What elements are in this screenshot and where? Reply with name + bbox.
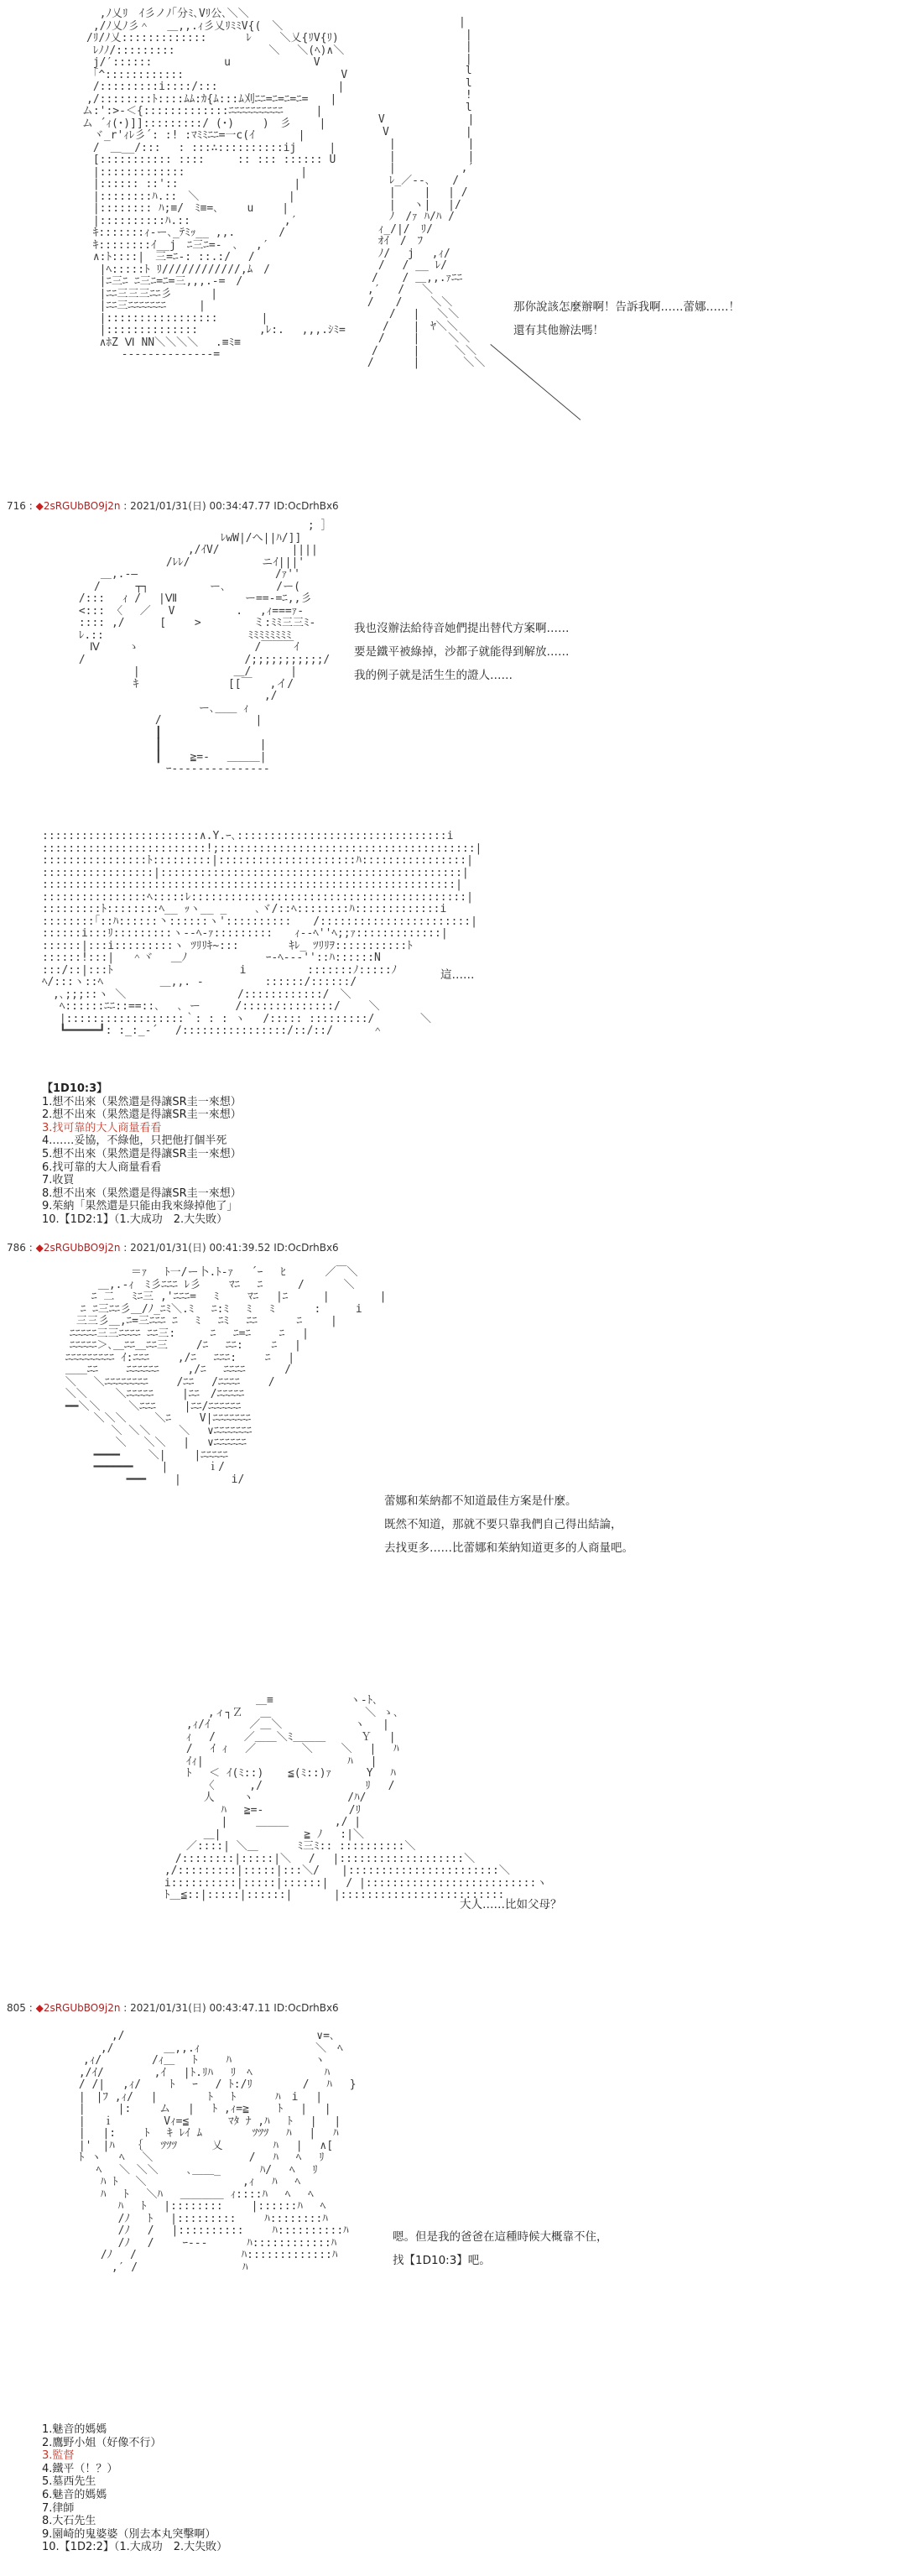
dialog-line: 蕾娜和茱納都不知道最佳方案是什麼。 xyxy=(384,1494,577,1508)
post716-dialog-b xyxy=(440,963,475,987)
choice-item: 6.找可靠的大人商量看看 xyxy=(42,1160,162,1174)
post-tripcode[interactable]: 2sRGUbBO9j2n xyxy=(43,500,121,512)
choice-item: 1.想不出來（果然還是得讓SR圭一來想） xyxy=(42,1095,242,1108)
dialog-line: 我也沒辦法給待音她們提出替代方案啊…… xyxy=(354,622,570,635)
choice-item: 1.魅音的媽媽 xyxy=(42,2423,107,2436)
choice-item: 7.律師 xyxy=(42,2501,75,2515)
choice-item: 10.【1D2:2】（1.大成功 2.大失敗） xyxy=(42,2541,228,2554)
ascii-art-arm: | | | | l l ! l V | V | | | | | | ,′ ﾚ_／‐‐､ / | | | / | ヽ| |/ ﾉ /ｧ ﾊ/ﾊ / ｨ_/|/ ﾘ/ ｵｲ / ﾌ ﾉ/ j ,ｨ/ / / __ ﾚ/ / / ＿,,.ｧﾆﾆ ,′ / ＼ / / ＼＼ / | ＼＼ / | ﾔ＼＼ / | ＼＼ / | ＼＼ / | ＼＼ xyxy=(367,16,486,369)
post716-dialog-a xyxy=(354,617,570,687)
choice-item: 10.【1D2:1】（1.大成功 2.大失敗） xyxy=(42,1212,228,1226)
choice-header: 【1D10:3】 xyxy=(42,1082,108,1095)
choice-item: 4.……妥協，不綠他，只把他打個半死 xyxy=(42,1134,227,1148)
dialog-line: 我的例子就是活生生的證人…… xyxy=(354,669,513,682)
diamond-icon: ◆ xyxy=(35,2002,44,2014)
ascii-art-boy-staring: ＿≡ ヽ‐ﾄ､ ,ィ┐Ｚ ＿ ＼ ゝ､ ,ｨ/ｲ ／＿＼ ヽ | ｨ / ／＿＿＼ﾐ＿＿＿ Ｙ | / ｲ ｨ ／ ＼ ＼ | ﾊ ｲｨ| ﾊ | ﾄ ＜ ｲ(ﾐ::) ≦(ﾐ::)ｧ Y ﾊ 〈 ,/ ﾘ / 人 ヽ /ﾊ/ ﾊ ≧=- /ﾘ | ＿＿＿ ,/ | ＿| ≧ ﾉ :|＼ ／::::| ＼＿ ﾐ三ﾐ:: ::::::::::＼ /::::::::|:::::|＼ / |:::::::::::::::::::＼ ,/:::::::::|:::::|:::＼/ |:::::::::::::::::::::::＼ i::::::::::|:::::|::::::| / |::::::::::::::::::::::::::ヽ ﾄ＿≦::|:::::|::::::| |::::::::::::::::::::::::: xyxy=(164,1694,548,1901)
post-id[interactable]: ID:OcDrhBx6 xyxy=(273,2002,339,2014)
post786-dialog-b xyxy=(460,1893,562,1916)
choice-item: 8.想不出來（果然還是得讓SR圭一來想） xyxy=(42,1186,242,1200)
post786-dialog-a xyxy=(384,1489,633,1560)
choice-item: 2.鷹野小姐（好像不行） xyxy=(42,2436,162,2449)
post-id[interactable]: ID:OcDrhBx6 xyxy=(273,500,339,512)
choice-item: 2.想不出來（果然還是得讓SR圭一來想） xyxy=(42,1108,242,1122)
post716-choice-list xyxy=(42,1082,242,1227)
dialog-line: 還有其他辦法嗎！ xyxy=(513,324,604,337)
panel-border-line xyxy=(490,344,581,420)
dialog-line: 那你說該怎麼辦啊！告訴我啊……蕾娜……！ xyxy=(513,300,740,314)
post-tripcode[interactable]: 2sRGUbBO9j2n xyxy=(43,2002,121,2014)
post-tripcode[interactable]: 2sRGUbBO9j2n xyxy=(43,1242,121,1254)
ascii-art-boy-downcast: ::::::::::::::::::::::::∧.Y.ｰ､::::::::::::::::::::::::::::::::i :::::::::::::::::::::::::!;:::::::::::::::::::::::::::::::::::::::| ::::::::::::::::ﾄ:::::::::|:::::::::::::::::::::ﾊ::::::::::::::::| :::::::::::::::::|::::::::::::::::::::::::::::::::::::::::::::::| :::::::::::::::::::::::::::::::::::::::::::::::::::::::::::::::| ::::::::::::::::ﾍ:::::ﾚ::::::::::::::::::::::::::::::::::::::::::| :::::::::ﾄ::::::::ﾍ__ ｯヽ__ _ ､ヾ/::ﾍ::::::::ﾊ:::::::::::::i ::::::::｢::ﾊ::::::丶::::::ヽ':::::::::: /:::::::::::::::::::::::| ::::::i:::ﾘ:::::::::ヽ‐‐ﾍ‐ｧ::::::::: ｨ-‐ﾍ''ﾍ;;ｧ:::::::::::::| ::::::|:::i:::::::::ヽ ﾂﾘﾘｷ~::: ｷﾚ_ ﾂﾘﾘｦ:::::::::::ﾄ ::::::!:::| ＾ヾ ＿ﾉ ｰ-ﾍ-‐‐''::ﾊ::::::N :::/::|:::ﾄ i :::::::ﾉ:::::ﾉ ﾍ/:::ヽ::ﾍ ＿,,. - ::::::/::::::/ ,､;;;::ヽ ＼ /::::::::::::/ ＼ ﾍ::::::ﾆﾆ::==::､ ､ ー /::::::::::::::/ ＼ |::::::::::::::::::｀: : : ヽ /::::: :::::::::/ ＼ ┗━━━━━┛: :_:_‐´ /::::::::::::::::/::/::/ ＾ xyxy=(42,830,482,1037)
choice-item: 9.茱納「果然還是只能由我來綠掉他了」 xyxy=(42,1200,238,1213)
post-header-805: 805 : ◆2sRGUbBO9j2n : 2021/01/31(日) 00:43:47.11 ID:OcDrhBx6 xyxy=(7,2002,339,2014)
choice-item: 5.墓西先生 xyxy=(42,2475,96,2489)
choice-item: 7.收買 xyxy=(42,1174,75,1187)
ascii-art-girl-smiling: ,/ ∨=､ ,/ ＿,,.ｨ ＼ ﾍ ,ｨ/ /ｨ＿ ﾄ ﾊ ヽ ,/ｲ/ ,ｲ |ﾄ.ﾘﾊ ﾘ ﾍ ﾊ / /| ,ｨ/ ﾄ ｰ / ﾄ:/ﾘ / ﾊ } | |ﾌ ,ｨ/ | ﾄ ﾄ ﾊ i | | |: ム | ﾄ ,ｨ=≧ ﾄ | | | ｉ Vｨ=≦ ﾏﾀ ﾅ ,ﾊ ﾄ | | | |: ﾄ ｷ ﾚｲ ﾑ ﾂﾂﾂ ﾊ | ﾊ |' |ﾊ ｛ ﾂﾂﾂ 乂 ﾊ | ∧[ ﾄ ヽ ﾍ ＼ / ﾊ ﾍ ﾘ ﾍ ＼ ＼＼ ､＿＿_ ﾊ/ ﾍ ﾘ ﾊ ﾄ ＼ ,ｨ ﾊ ﾍ ﾊ ﾄ ＼ﾊ ＿＿＿＿ ｨ::::ﾊ ﾍ ﾍ ﾊ ﾄ |:::::::: |::::::ﾊ ﾍ /ﾉ ﾄ |::::::::: ﾊ::::::::ﾊ /ﾉ / |:::::::::: ﾊ::::::::::ﾊ /ﾉ / ｰ‐‐- ﾊ::::::::::::ﾊ /ﾉ / ﾊ:::::::::::::ﾊ ,′ / ﾊ xyxy=(78,2030,357,2274)
choice-item-highlighted: 3.找可靠的大人商量看看 xyxy=(42,1121,162,1134)
dialog-line: 大人……比如父母？ xyxy=(460,1898,562,1911)
choice-item: 4.鐵平（！？） xyxy=(42,2462,118,2475)
choice-item: 8.大石先生 xyxy=(42,2515,96,2528)
ascii-art-boy-thinking: ; ］ ﾚwW|/へ||ﾊ/]] ,/ｲV/ |||| /ﾚﾚ/ ニｲ|||' ＿,.-― /ｧ'' / ┬┐ ー､ /ー( /::: ｨ / |Ⅶ ー==‐=ﾆ,,彡 <::: 〈 ／ V . ,ｨ===ｧ‐ :::: ,/ [ > ミ:ﾐﾐ三三ﾐ- ﾚ.:: ﾐﾐﾐﾐﾐﾐﾐﾐ Ⅳ ゝ /￣￣￣ｲ / /;;;;;;;;;;;/ | ＿/ | ｷ [[￣ ,イ/ ,/ ー､＿＿ ｨ / | ┃ ┃ | ┃ ≧=- ＿＿＿| ｰ‐‐‐‐‐‐‐‐‐‐‐‐‐‐‐ xyxy=(78,519,332,775)
dialog-line: 要是鐵平被綠掉，沙都子就能得到解放…… xyxy=(354,645,570,659)
dialog-line: 既然不知道，那就不要只靠我們自己得出結論， xyxy=(384,1518,622,1531)
ascii-art-girl-profile: ＝ｧ ﾄ一/ー卜.ﾄ-ｧ ´ｰ ﾋ ／￣＼ ＿,.-ｨ ﾐ彡ﾆﾆﾆ ﾚ彡 ﾏﾆ ﾆ / ＼ ﾆ 二 ﾐﾆ三 ,'ﾆﾆﾆ= ﾐ ﾏﾆ |ﾆ | | ﾆ ﾆ三ﾆﾆ彡＿/ﾉ_ﾆﾐ＼.ﾐ ﾆ:ﾐ ﾐ ﾐ : i 三三彡＿,ﾆ=三ﾆﾆﾆ ﾆ ﾐ ﾆﾐ ﾆﾆ ﾆ | ﾆﾆﾆﾆﾆ三三ﾆﾆﾆﾆ ﾆﾆ三: ﾆ ﾆ=ﾆ ﾆ | ﾆﾆﾆﾆﾆ＞､＿ﾆﾆ＿ﾆﾆ三 /ﾆ ﾆﾆ: ﾆ | ﾆﾆﾆﾆﾆﾆﾆﾆﾆ ｲ:ﾆﾆﾆ ,/ﾆ ﾆﾆﾆ: ﾆ | ＿＿ﾆﾆ ﾆﾆﾆﾆﾆﾆ ,/ﾆ ﾆﾆﾆﾆ / ＼ ＼ﾆﾆﾆﾆﾆﾆﾆﾆ /ﾆﾆ /ﾆﾆﾆﾆ / ＼＼ ＼ﾆﾆﾆﾆﾆ |ﾆﾆ /ﾆﾆﾆﾆﾆ ━━＼＼ ＼ﾆﾆﾆ |ﾆﾆ/ﾆﾆﾆﾆﾆﾆ ＼＼＼ ＼ﾆ V|ﾆﾆﾆﾆﾆﾆﾆ ＼ ＼＼ ＼ ∨ﾆﾆﾆﾆﾆﾆﾆ ＼ ＼＼ | ∨ﾆﾆﾆﾆﾆﾆ ━━━━ ＼| |ﾆﾆﾆﾆﾆ ━━━━━━ | ｉ/ ━━━ | i/ xyxy=(65,1266,387,1486)
post-datetime: 2021/01/31(日) 00:43:47.11 xyxy=(130,2002,271,2014)
choice-item: 6.魅音的媽媽 xyxy=(42,2488,107,2501)
post-datetime: 2021/01/31(日) 00:41:39.52 xyxy=(130,1242,271,1254)
choice-item-highlighted: 3.監督 xyxy=(42,2449,75,2463)
post-datetime: 2021/01/31(日) 00:34:47.77 xyxy=(130,500,271,512)
post-header-786: 786 : ◆2sRGUbBO9j2n : 2021/01/31(日) 00:41:39.52 ID:OcDrhBx6 xyxy=(7,1242,339,1254)
diamond-icon: ◆ xyxy=(35,1242,44,1254)
post-id[interactable]: ID:OcDrhBx6 xyxy=(273,1242,339,1254)
choice-item: 9.園崎的鬼婆婆（別去本丸突擊啊） xyxy=(42,2527,216,2541)
panel1-dialog xyxy=(513,295,740,342)
dialog-line: 去找更多……比蕾娜和茱納知道更多的人商量吧。 xyxy=(384,1541,633,1555)
dialog-line: 找【1D10:3】吧。 xyxy=(393,2254,491,2267)
ascii-art-character-shouting: ,ﾉ乂ﾘ ｲ彡ノﾉ｢分ﾐ､Vﾘ公､＼＼ ,/ﾉ乂ﾉ彡＾ ＿,,.ｨ彡乂ﾘﾐﾐV{( ＼ /ﾘ/ﾉ乂::::::::::::: ﾚ ＼乂{ﾘV{ﾘ) ﾚﾉﾉ/::::::::: ＼ ＼(ﾍ)∧＼ j/′:::::: u V ｢^:::::::::::: V /:::::::::i::::/::: | ,/::::::::ﾄ::::ﾑﾑ:ｶ{ﾑ:::ﾑ刈ﾆﾆ=ﾆ=ﾆ=ﾆ= | ム:':>-＜{:::::::::::::ﾆﾆﾆﾆﾆﾆﾆﾆﾆﾆ | ム ´ｨ(･)]]:::::::::/ (･) ) 彡 | ヾ_r'ｨﾚ彡´: :! :ﾏﾐﾐﾆﾆ=一c(ｲ | / ＿__/::: : :::∴::::::::::ij | [::::::::::: :::: :: ::: :::::: U |::::::::::::: | |:::::: ::':: | |::::::::ﾊ.:: ＼ | |:::::::: ﾊ;≡/ ﾐ≡=､ u | |::::::::::ﾊ.:: ,′ ｷ:::::::ｨ‐ー､_ﾃﾐｯ__ ,,. / ｷ::::::::ｲ__j ﾆ三ﾆ=- ､ ,′ ∧:ﾄ::::| 三=ﾆ-: ::.:/ / |ﾍ:::::ﾄ ﾘ////////////,ﾑ / |ﾆ三ﾆ ﾆ三ﾆ=ﾆ=三,,,.-= / |ﾆﾆ三三三ﾆﾆ彡 | |ﾆﾆ三ﾆﾆﾆﾆﾆﾆﾆ | |::::::::::::::::: | |:::::::::::::: ,ﾚ:. ,,,.ｼﾐ= ∧ﾎZ Ⅵ NN＼＼＼＼ .≡ﾐ≡ ‐‐‐‐‐‐‐‐‐‐‐‐‐‐= xyxy=(81,8,348,361)
post-number: 786 xyxy=(7,1242,26,1254)
dialog-line: 嗯。但是我的爸爸在這種時候大概靠不住， xyxy=(393,2230,608,2244)
dialog-line: 這…… xyxy=(440,968,475,982)
post-number: 805 xyxy=(7,2002,26,2014)
diamond-icon: ◆ xyxy=(35,500,44,512)
post-number: 716 xyxy=(7,500,26,512)
post-header-716: 716 : ◆2sRGUbBO9j2n : 2021/01/31(日) 00:34:47.77 ID:OcDrhBx6 xyxy=(7,500,339,512)
post805-choice-list xyxy=(42,2423,227,2554)
choice-item: 5.想不出來（果然還是得讓SR圭一來想） xyxy=(42,1147,242,1160)
post805-dialog-a xyxy=(393,2225,608,2272)
